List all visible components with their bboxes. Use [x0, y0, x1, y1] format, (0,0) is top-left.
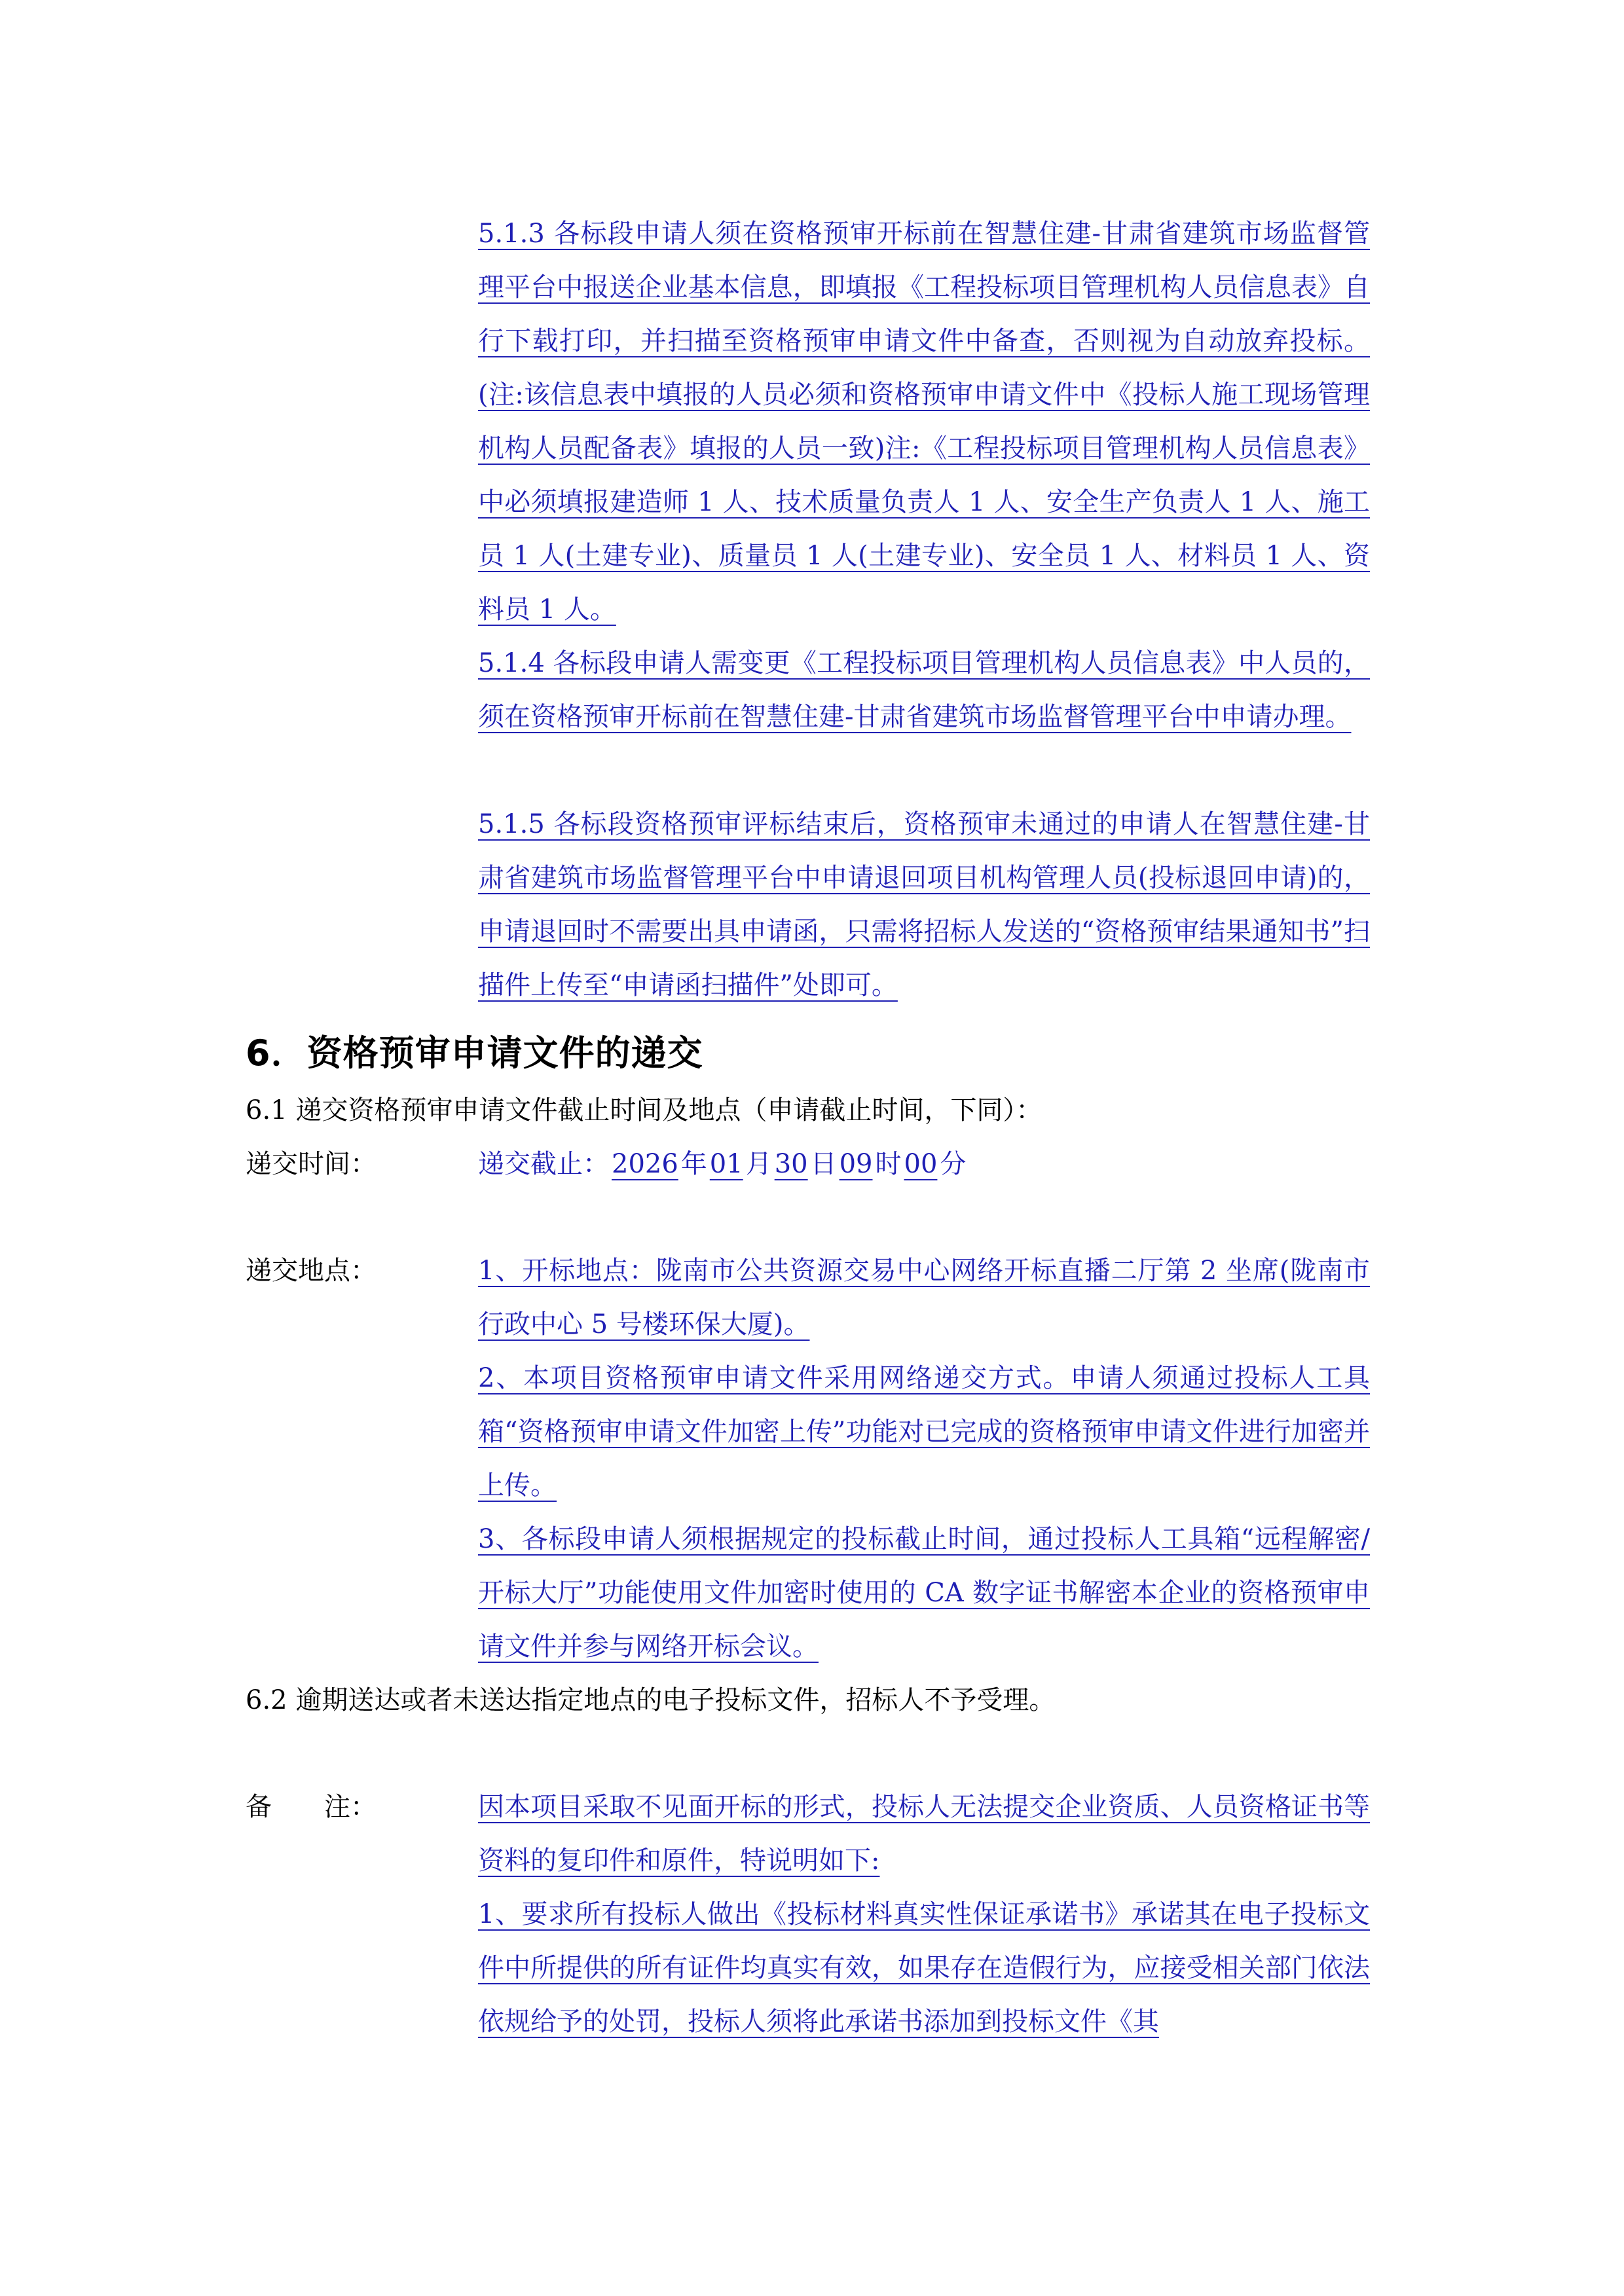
- place-item-2: 2、本项目资格预审申请文件采用网络递交方式。申请人须通过投标人工具箱“资格预审申请文件加密上传”功能对已完成的资格预审申请文件进行加密并上传。: [478, 1363, 1370, 1501]
- place-item-3: 3、各标段申请人须根据规定的投标截止时间，通过投标人工具箱“远程解密/开标大厅”功能使用文件加密时使用的 CA 数字证书解密本企业的资格预审申请文件并参与网络开标会议。: [478, 1524, 1370, 1662]
- remark-item-1: 1、要求所有投标人做出《投标材料真实性保证承诺书》承诺其在电子投标文件中所提供的所有证件均真实有效，如果存在造假行为，应接受相关部门依法依规给予的处罚，投标人须将此承诺书添加到投标文件《其: [478, 1899, 1370, 2037]
- section-6-heading: 6．资格预审申请文件的递交: [246, 1032, 703, 1074]
- submit-time-label: 递交时间：: [246, 1149, 377, 1179]
- remark-label: 备 注：: [246, 1792, 377, 1822]
- paragraph-5-1-3: 5.1.3 各标段申请人须在资格预审开标前在智慧住建-甘肃省建筑市场监督管理平台中报送企业基本信息，即填报《工程投标项目管理机构人员信息表》自行下载打印，并扫描至资格预审申请文件中备查，否则视为自动放弃投标。(注:该信息表中填报的人员必须和资格预审申请文件中《投标人施工现场管理机构人员配备表》填报的人员一致)注:《工程投标项目管理机构人员信息表》中必须填报建造师 1 人、技术质量负责人 1 人、安全生产负责人 1 人、施工员 1 人(土建专业)、质量员 1 人(土建专业)、安全员 1 人、材料员 1 人、资料员 1 人。: [478, 219, 1370, 625]
- paragraph-6-1: 6.1 递交资格预审申请文件截止时间及地点（申请截止时间，下同）：: [246, 1095, 1043, 1125]
- paragraph-5-1-4: 5.1.4 各标段申请人需变更《工程投标项目管理机构人员信息表》中人员的，须在资格预审开标前在智慧住建-甘肃省建筑市场监督管理平台中申请办理。: [478, 648, 1370, 732]
- submit-place-label: 递交地点：: [246, 1256, 377, 1286]
- remark-intro: 因本项目采取不见面开标的形式，投标人无法提交企业资质、人员资格证书等资料的复印件和原件，特说明如下:: [478, 1792, 1370, 1876]
- paragraph-6-2: 6.2 逾期送达或者未送达指定地点的电子投标文件，招标人不予受理。: [246, 1685, 1056, 1715]
- place-item-1: 1、开标地点：陇南市公共资源交易中心网络开标直播二厅第 2 坐席(陇南市行政中心 5 号楼环保大厦)。: [478, 1256, 1370, 1339]
- deadline-month: 01: [709, 1149, 743, 1179]
- deadline-year: 2026: [612, 1149, 678, 1179]
- paragraph-5-1-5: 5.1.5 各标段资格预审评标结束后，资格预审未通过的申请人在智慧住建-甘肃省建筑市场监督管理平台中申请退回项目机构管理人员(投标退回申请)的，申请退回时不需要出具申请函，只需将招标人发送的“资格预审结果通知书”扫描件上传至“申请函扫描件”处即可。: [478, 809, 1370, 1000]
- deadline-hour: 09: [839, 1149, 873, 1179]
- deadline-day: 30: [774, 1149, 808, 1179]
- deadline-minute: 00: [904, 1149, 938, 1179]
- submit-deadline: 递交截止： 2026 年 01 月 30 日 09 时 00 分: [478, 1149, 967, 1179]
